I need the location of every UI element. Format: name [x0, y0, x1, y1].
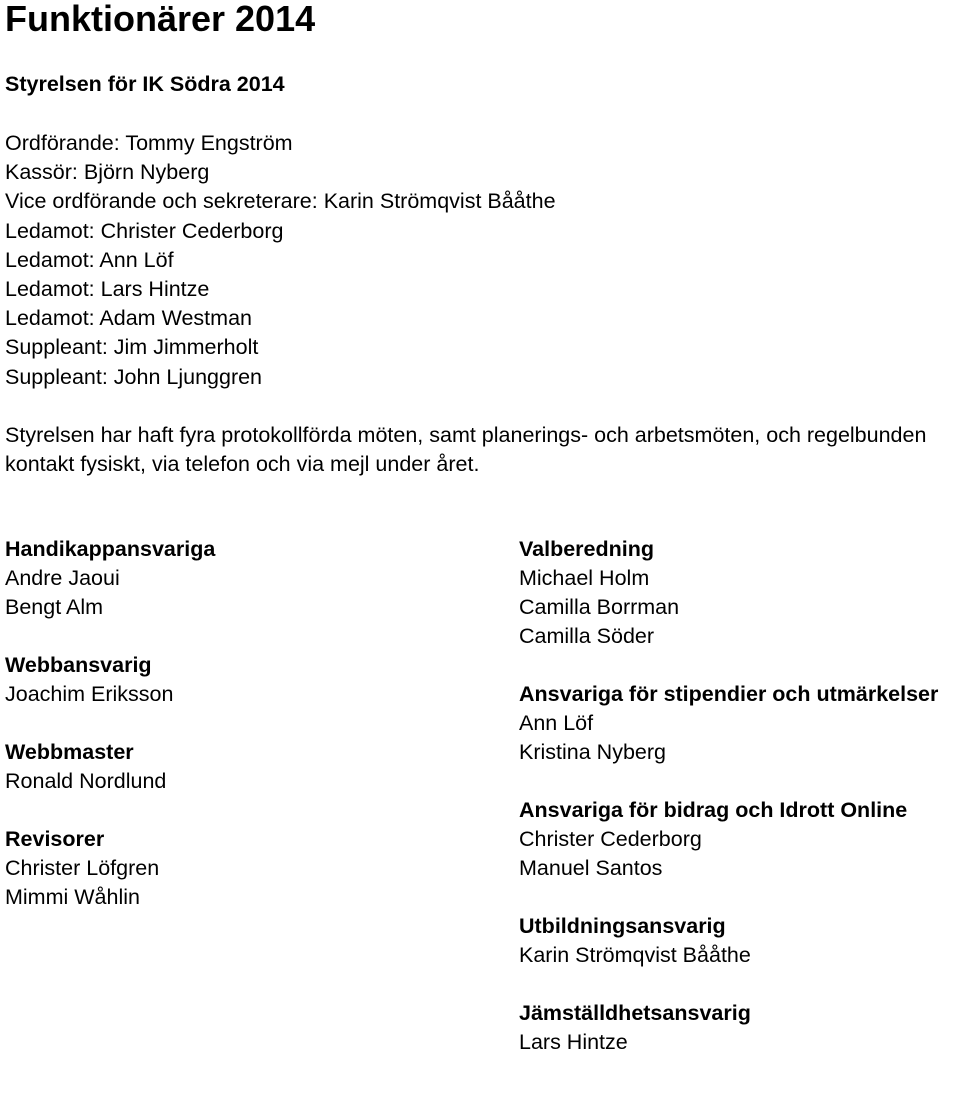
group-handikappansvariga: [5, 535, 485, 622]
group-member-list: [5, 854, 485, 912]
board-summary-paragraph: Styrelsen har haft fyra protokollförda möten, samt planerings- och arbetsmöten, och regelbunden kontakt fysiskt, via telefon och via mejl under året.: [5, 423, 927, 476]
group-utbildningsansvarig: [519, 912, 959, 970]
group-member: Camilla Söder: [519, 624, 655, 648]
board-member-ledamot: Ledamot: Adam Westman: [5, 306, 252, 331]
board-member-suppleant: Suppleant: John Ljunggren: [5, 364, 263, 389]
group-heading: Ansvariga för stipendier och utmärkelser: [519, 682, 939, 706]
group-heading: Handikappansvariga: [5, 537, 216, 561]
page-title: Funktionärer 2014: [5, 0, 316, 39]
group-member-list: [5, 767, 485, 796]
group-webbmaster: [5, 738, 485, 796]
group-member: Ann Löf: [519, 711, 594, 735]
group-member: Ronald Nordlund: [5, 769, 167, 793]
group-jamstalldhetsansvarig: [519, 999, 959, 1057]
group-revisorer: [5, 825, 485, 912]
group-member-list: [519, 709, 959, 767]
group-member: Kristina Nyberg: [519, 740, 666, 764]
group-member-list: [519, 941, 959, 970]
board-member-ledamot: Ledamot: Christer Cederborg: [5, 218, 284, 243]
group-member: Camilla Borrman: [519, 595, 680, 619]
group-member-list: [519, 564, 959, 651]
group-member: Christer Löfgren: [5, 856, 160, 880]
board-member-chair: Ordförande: Tommy Engström: [5, 131, 293, 155]
group-member: Andre Jaoui: [5, 566, 120, 590]
board-member-ledamot: Ledamot: Ann Löf: [5, 247, 174, 272]
board-member-ledamot: Ledamot: Lars Hintze: [5, 276, 210, 301]
group-member: Karin Strömqvist Bååthe: [519, 943, 751, 967]
group-member: Michael Holm: [519, 566, 650, 590]
board-member-list: [5, 129, 556, 392]
group-member: Bengt Alm: [5, 595, 103, 619]
group-heading: Valberedning: [519, 537, 655, 561]
board-member-suppleant: Suppleant: Jim Jimmerholt: [5, 335, 259, 360]
group-member-list: [519, 825, 959, 883]
group-member-list: [5, 564, 485, 622]
group-heading: Jämställdhetsansvarig: [519, 1001, 751, 1025]
group-member: Joachim Eriksson: [5, 682, 174, 706]
left-column: [5, 535, 485, 941]
group-member: Mimmi Wåhlin: [5, 885, 140, 909]
group-member-list: [5, 680, 485, 709]
board-member-treasurer: Kassör: Björn Nyberg: [5, 160, 210, 185]
group-member: Lars Hintze: [519, 1030, 628, 1054]
right-column: [519, 535, 959, 1086]
group-heading: Revisorer: [5, 827, 105, 851]
group-heading: Utbildningsansvarig: [519, 914, 726, 938]
group-valberedning: [519, 535, 959, 651]
group-member: Manuel Santos: [519, 856, 663, 880]
group-heading: Webbmaster: [5, 740, 134, 764]
board-heading: Styrelsen för IK Södra 2014: [5, 72, 285, 96]
group-heading: Webbansvarig: [5, 653, 152, 677]
group-bidrag-idrott-online: [519, 796, 959, 883]
board-member-vice-chair-secretary: Vice ordförande och sekreterare: Karin Strömqvist Bååthe: [5, 189, 556, 214]
group-member-list: [519, 1028, 959, 1057]
group-webbansvarig: [5, 651, 485, 709]
group-member: Christer Cederborg: [519, 827, 702, 851]
group-heading: Ansvariga för bidrag och Idrott Online: [519, 798, 908, 822]
group-stipendier-utmarkelser: [519, 680, 959, 767]
